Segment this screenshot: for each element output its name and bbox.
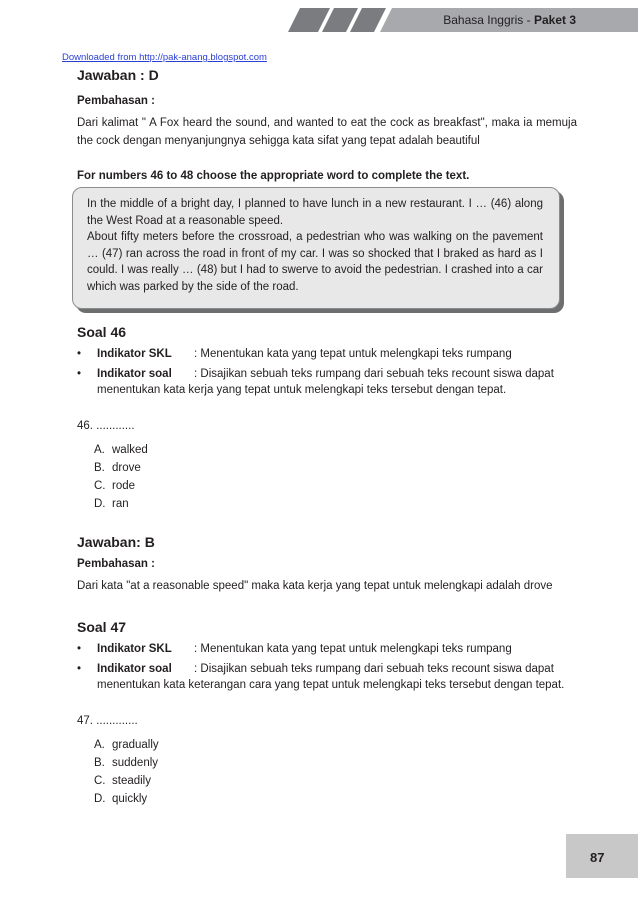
indicator-text: : Menentukan kata yang tepat untuk melengkapi teks rumpang <box>194 348 512 360</box>
option-b[interactable]: B. drove <box>94 461 141 474</box>
indicator-soal-cont <box>77 382 577 399</box>
option-a[interactable]: A. gradually <box>94 738 159 751</box>
option-d[interactable]: D. quickly <box>94 793 148 806</box>
page-number: 87 <box>590 850 605 865</box>
indicator-label: Indikator soal <box>97 662 172 675</box>
indicator-text: : Menentukan kata yang tepat untuk melengkapi teks rumpang <box>194 643 512 655</box>
option-a[interactable]: A. walked <box>94 443 148 456</box>
indicator-text-cont: menentukan kata keterangan cara yang tepat untuk melengkapi teks tersebut dengan tepat. <box>97 679 565 691</box>
indicator-skl <box>77 641 577 658</box>
soal-47-title: Soal 47 <box>77 619 127 635</box>
indicator-soal <box>77 366 577 383</box>
header-package: Paket 3 <box>533 13 576 27</box>
option-c[interactable]: C. steadily <box>94 775 151 788</box>
bullet: • <box>77 643 82 655</box>
indicator-text: : Disajikan sebuah teks rumpang dari sebuah teks recount siswa dapat <box>194 662 554 675</box>
passage-text <box>87 196 543 295</box>
page-number-tab <box>566 834 638 878</box>
soal-46-section <box>77 323 577 595</box>
bullet: • <box>77 367 82 380</box>
header-subject: Bahasa Inggris - <box>443 13 534 27</box>
options-46 <box>77 441 577 514</box>
options-47 <box>77 736 577 809</box>
question-47: 47. ............. <box>77 714 138 727</box>
instruction: For numbers 46 to 48 choose the appropriate word to complete the text. <box>77 170 470 182</box>
option-d[interactable]: D. ran <box>94 498 129 511</box>
indicator-text: : Disajikan sebuah teks rumpang dari sebuah teks recount siswa dapat <box>194 367 554 380</box>
header-title <box>443 13 576 27</box>
bullet: • <box>77 662 82 675</box>
discussion-text: Dari kalimat " A Fox heard the sound, and wanted to eat the cock as breakfast", maka ia memuja the cock dengan menyanjungnya sehigga kata sifat yang tepat adalah beautiful <box>77 117 577 147</box>
answer-title: Jawaban : D <box>77 67 159 83</box>
header-stripe <box>288 8 330 32</box>
indicator-label: Indikator SKL <box>97 643 172 655</box>
indicator-label: Indikator soal <box>97 367 172 380</box>
indicator-soal-cont <box>77 677 577 694</box>
discussion-text: Dari kata "at a reasonable speed" maka kata kerja yang tepat untuk melengkapi adalah drove <box>77 579 553 592</box>
passage-paragraph-1: In the middle of a bright day, I planned to have lunch in a new restaurant. I … (46) along the West Road at a reasonable speed. <box>87 198 543 227</box>
indicator-skl <box>77 346 577 363</box>
download-link[interactable]: Downloaded from http://pak-anang.blogspot.com <box>62 52 267 63</box>
question-46: 46. ............ <box>77 419 135 432</box>
passage-paragraph-2: About fifty meters before the crossroad, a pedestrian who was walking on the pavement … (47) ran across the road in front of my car. I was so shocked that I braked as hard as I could. I was really … (48) but I had to swerve to avoid the pedestrian. I crashed into a car which was parked by the side of the road. <box>87 231 543 293</box>
discussion-label: Pembahasan : <box>77 557 155 570</box>
page-content <box>77 64 577 185</box>
discussion-label: Pembahasan : <box>77 95 155 107</box>
option-b[interactable]: B. suddenly <box>94 756 159 769</box>
indicator-soal <box>77 661 577 678</box>
soal-46-title: Soal 46 <box>77 324 127 340</box>
indicator-text-cont: menentukan kata kerja yang tepat untuk melengkapi teks tersebut dengan tepat. <box>97 384 507 396</box>
option-c[interactable]: C. rode <box>94 480 136 493</box>
soal-47-section <box>77 618 577 809</box>
answer-46-title: Jawaban: B <box>77 533 155 550</box>
bullet: • <box>77 348 82 360</box>
passage-box <box>72 187 560 309</box>
indicator-label: Indikator SKL <box>97 348 172 360</box>
